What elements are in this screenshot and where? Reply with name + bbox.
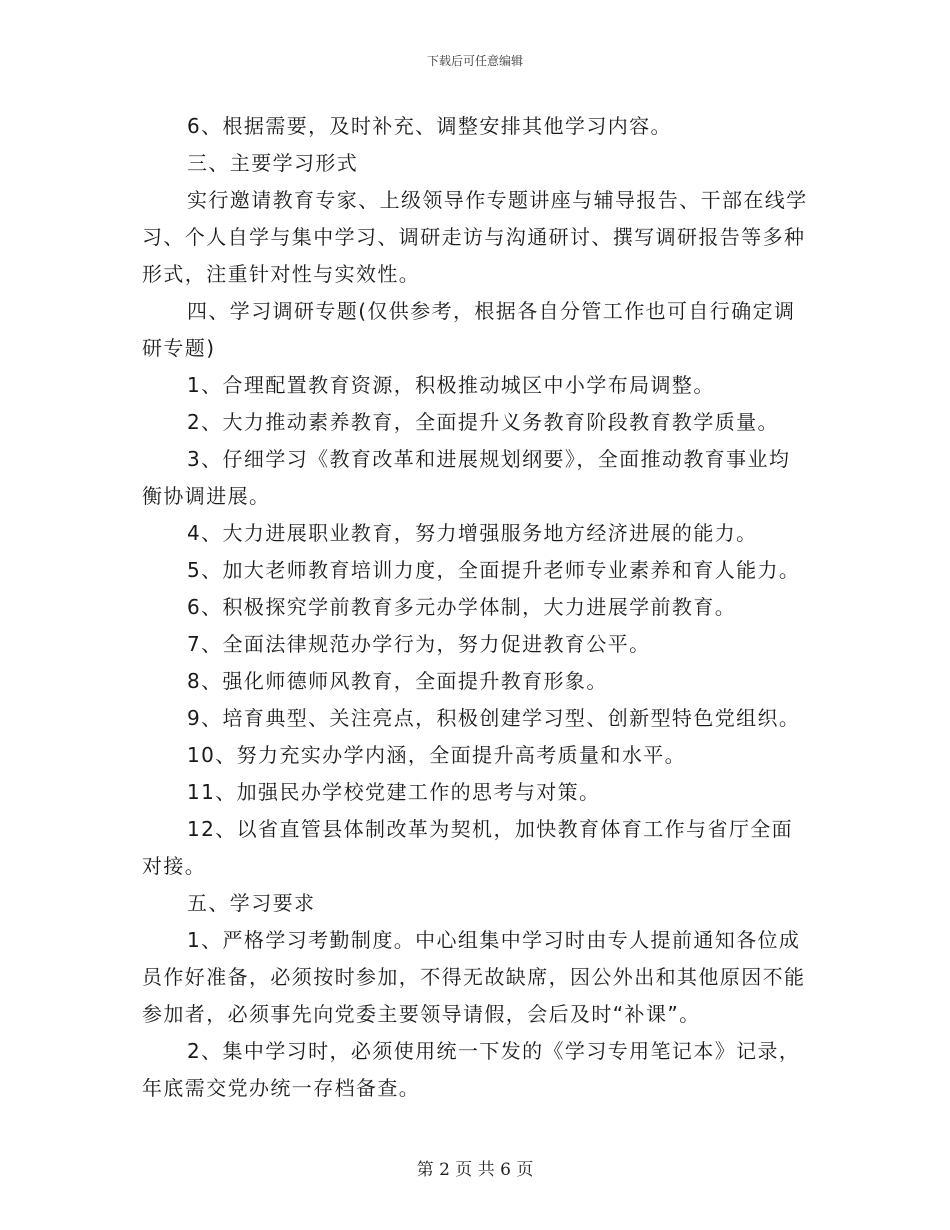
list-item: 12、以省直管县体制改革为契机，加快教育体育工作与省厅全面对接。: [142, 817, 794, 878]
list-item: 5、加大老师教育培训力度，全面提升老师专业素养和育人能力。: [187, 558, 801, 582]
list-item: 4、大力进展职业教育，努力增强服务地方经济进展的能力。: [187, 521, 758, 545]
list-item: 6、积极探究学前教育多元办学体制，大力进展学前教育。: [187, 595, 737, 619]
list-item: 7、全面法律规范办学行为，努力促进教育公平。: [187, 632, 651, 656]
list-item: 11、加强民办学校党建工作的思考与对策。: [187, 780, 601, 804]
section-heading: 三、主要学习形式: [187, 151, 359, 175]
list-item: 10、努力充实办学内涵，全面提升高考质量和水平。: [187, 743, 687, 767]
page-number: 第 2 页 共 6 页: [416, 1160, 534, 1180]
list-item: 8、强化师德师风教育，全面提升教育形象。: [187, 669, 608, 693]
paragraph: 实行邀请教育专家、上级领导作专题讲座与辅导报告、干部在线学习、个人自学与集中学习、调研走访与沟通研讨、撰写调研报告等多种形式，注重针对性与实效性。: [142, 188, 808, 286]
section-heading: 五、学习要求: [187, 891, 316, 915]
section-heading: 四、学习调研专题(仅供参考，根据各自分管工作也可自行确定调研专题): [142, 299, 796, 360]
list-item: 1、严格学习考勤制度。中心组集中学习时由专人提前通知各位成员作好准备，必须按时参加，不得无故缺席，因公外出和其他原因不能参加者，必须事先向党委主要领导请假，会后及时“补课”。: [142, 928, 806, 1026]
list-item: 9、培育典型、关注亮点，积极创建学习型、创新型特色党组织。: [187, 706, 801, 730]
list-item: 2、大力推动素养教育，全面提升义务教育阶段教育教学质量。: [187, 410, 779, 434]
list-item: 1、合理配置教育资源，积极推动城区中小学布局调整。: [187, 373, 715, 397]
page-header: 下载后可任意编辑: [426, 54, 523, 68]
list-item: 2、集中学习时，必须使用统一下发的《学习专用笔记本》记录，年底需交党办统一存档备查。: [142, 1039, 801, 1100]
paragraph: 6、根据需要，及时补充、调整安排其他学习内容。: [187, 114, 672, 138]
list-item: 3、仔细学习《教育改革和进展规划纲要》，全面推动教育事业均衡协调进展。: [142, 447, 791, 508]
document-body: [142, 108, 810, 1107]
